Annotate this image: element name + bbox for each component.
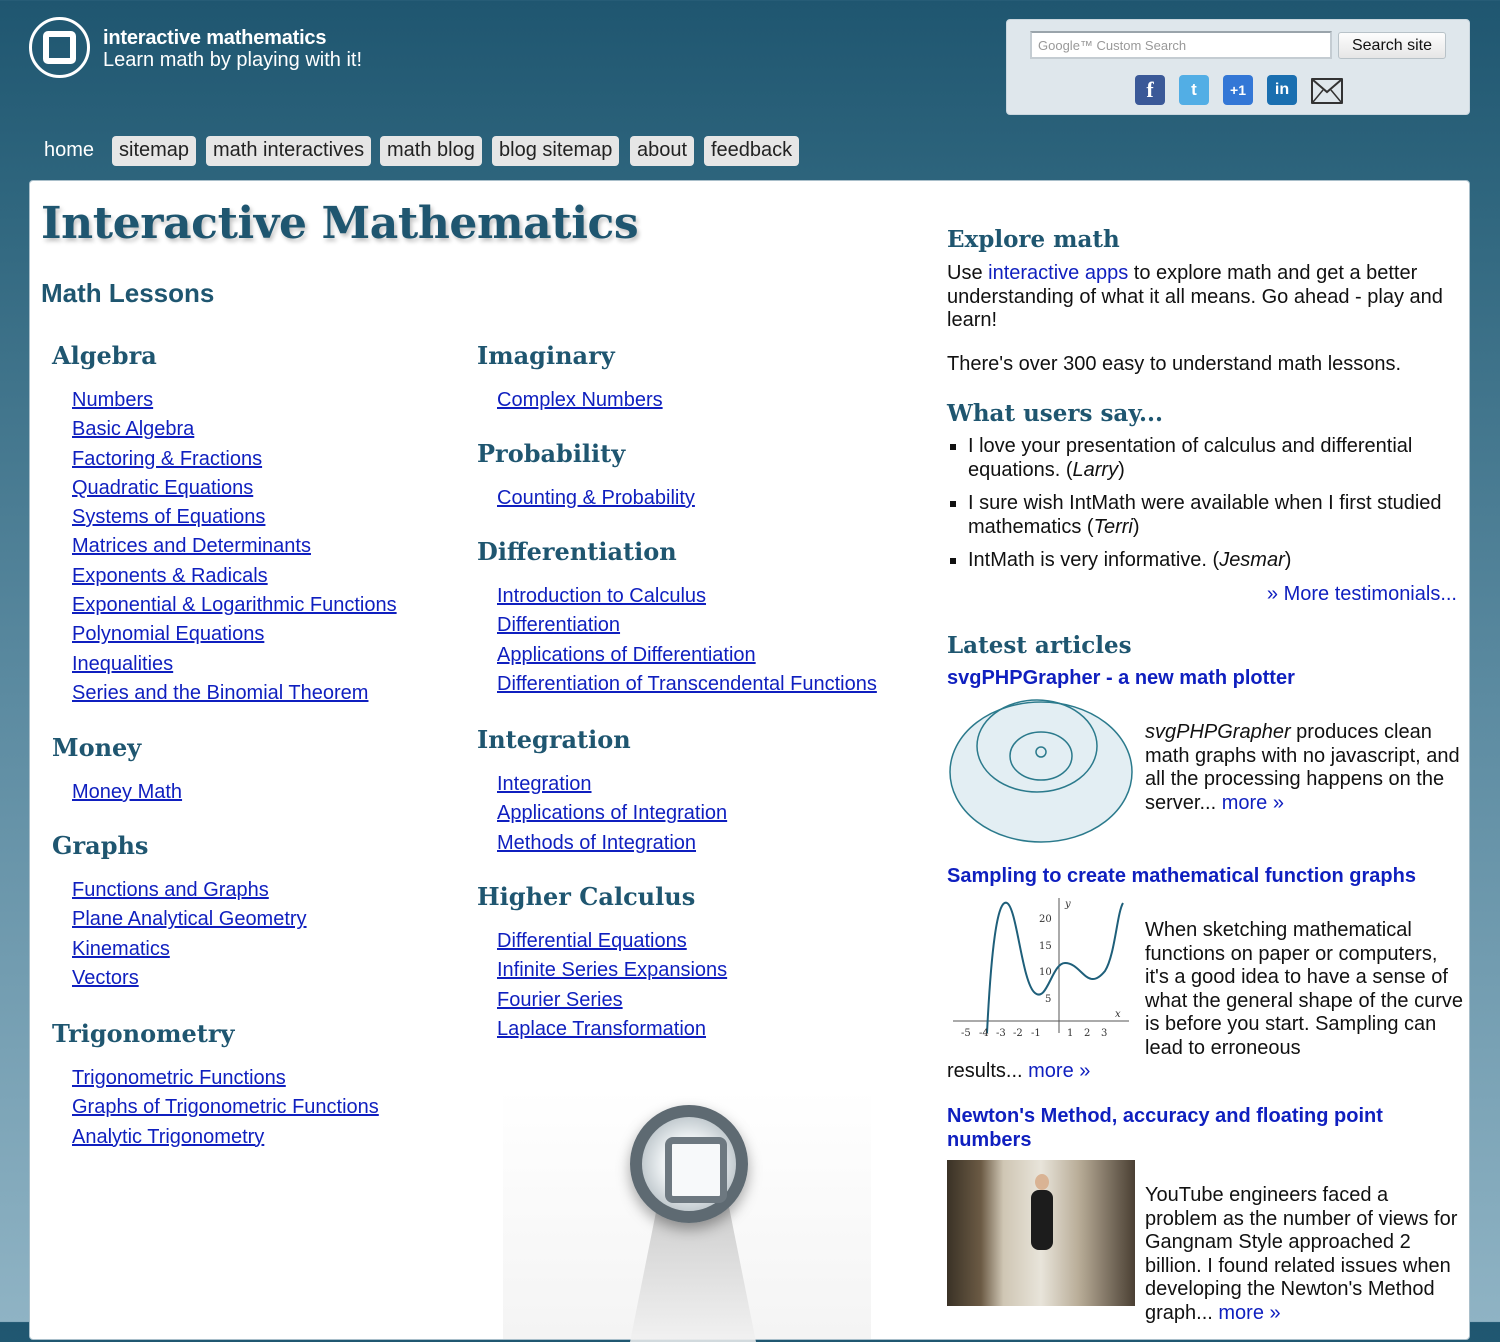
site-logo[interactable] [29, 17, 90, 78]
lessons-column-2-integration [477, 725, 727, 861]
link-infinite-series[interactable]: Infinite Series Expansions [497, 959, 728, 982]
lessons-column-2-imaginary [477, 341, 663, 418]
category-imaginary: Imaginary [477, 341, 615, 370]
x-axis-label: x [1115, 1009, 1121, 1020]
link-methods-integration[interactable]: Methods of Integration [497, 831, 697, 854]
category-higher-calculus: Higher Calculus [477, 882, 696, 911]
link-quadratic-equations[interactable]: Quadratic Equations [72, 476, 254, 499]
content-panel [29, 180, 1470, 1340]
math-lessons-heading: Math Lessons [41, 278, 215, 308]
category-differentiation: Differentiation [477, 537, 677, 566]
lessons-column-1 [52, 341, 397, 711]
link-exponents-radicals[interactable]: Exponents & Radicals [72, 564, 268, 587]
googleplus-icon[interactable]: +1 [1223, 75, 1253, 105]
link-plane-analytical-geometry[interactable]: Plane Analytical Geometry [72, 908, 307, 931]
category-integration: Integration [477, 725, 631, 754]
link-money-math[interactable]: Money Math [72, 781, 183, 803]
link-counting-probability[interactable]: Counting & Probability [497, 487, 695, 509]
intmath-3d-logo-image [503, 1089, 871, 1339]
article-text-sampling-tail: results... more » [947, 1060, 1091, 1082]
link-trig-functions[interactable]: Trigonometric Functions [72, 1067, 286, 1089]
email-icon[interactable] [1311, 78, 1343, 104]
y-tick: 5 [1045, 994, 1052, 1005]
article-more-link[interactable]: more » [1028, 1060, 1091, 1082]
differentiation-links [497, 585, 877, 702]
link-factoring-fractions[interactable]: Factoring & Fractions [72, 447, 263, 470]
lessons-count-text: There's over 300 easy to understand math lessons. [947, 353, 1402, 375]
link-applications-differentiation[interactable]: Applications of Differentiation [497, 643, 756, 666]
lessons-column-1-graphs [52, 831, 307, 996]
link-numbers[interactable]: Numbers [72, 389, 154, 411]
link-vectors[interactable]: Vectors [72, 966, 139, 989]
link-differential-equations[interactable]: Differential Equations [497, 930, 687, 952]
nav-math-blog[interactable]: math blog [380, 136, 482, 166]
testimonial-item: ▪ I sure wish IntMath were available when I first studied mathematics (Terri) [968, 492, 1447, 539]
explore-text [947, 262, 1457, 333]
higher-calculus-links [497, 930, 727, 1047]
nav-math-interactives[interactable]: math interactives [206, 136, 371, 166]
article-text-svgphpgrapher: svgPHPGrapher produces clean math graphs with no javascript, and all the processing happens on the server... more » [1145, 721, 1460, 814]
link-complex-numbers[interactable]: Complex Numbers [497, 389, 663, 411]
link-polynomial-equations[interactable]: Polynomial Equations [72, 623, 265, 646]
article-title-svgphpgrapher[interactable]: svgPHPGrapher - a new math plotter [947, 667, 1295, 689]
explore-text-start: Use [947, 262, 989, 284]
logo-ring [630, 1105, 748, 1223]
y-tick: 15 [1039, 941, 1052, 952]
testimonials-list [947, 435, 1447, 583]
link-integration[interactable]: Integration [497, 773, 592, 795]
nav-sitemap[interactable]: sitemap [112, 136, 196, 166]
article-text-newtons-method: YouTube engineers faced a problem as the number of views for Gangnam Style approached 2 billion. I found related issues when developing the Newton's Method graph... more » [1145, 1184, 1458, 1324]
testimonial-item: ▪ I love your presentation of calculus and differential equations. (Larry) [968, 435, 1447, 482]
link-basic-algebra[interactable]: Basic Algebra [72, 418, 195, 441]
site-tagline: Learn math by playing with it! [103, 49, 363, 71]
category-algebra: Algebra [52, 341, 157, 370]
lessons-column-2-differentiation [477, 537, 877, 702]
svgphpgrapher-thumbnail[interactable] [947, 696, 1135, 844]
sampling-graph-thumbnail[interactable] [947, 893, 1135, 1043]
x-tick: 3 [1101, 1028, 1108, 1039]
users-say-heading: What users say... [947, 400, 1164, 427]
link-kinematics[interactable]: Kinematics [72, 937, 170, 960]
y-tick: 10 [1039, 967, 1052, 978]
y-axis-label: y [1065, 899, 1071, 910]
link-differentiation[interactable]: Differentiation [497, 614, 621, 637]
lessons-column-2-higher-calculus [477, 882, 727, 1047]
x-tick: -1 [1031, 1028, 1041, 1039]
article-text-sampling: When sketching mathematical functions on paper or computers, it's a good idea to have a sense of what the general shape of the curve is before you start. Sampling can lead to erroneous [1145, 919, 1463, 1059]
gangnam-style-thumbnail[interactable] [947, 1160, 1135, 1306]
link-intro-calculus[interactable]: Introduction to Calculus [497, 585, 707, 607]
category-money: Money [52, 733, 142, 762]
search-input[interactable] [1030, 31, 1332, 59]
link-systems-of-equations[interactable]: Systems of Equations [72, 506, 266, 529]
link-matrices-determinants[interactable]: Matrices and Determinants [72, 535, 311, 558]
probability-links [497, 487, 695, 516]
facebook-icon[interactable]: f [1135, 75, 1165, 105]
more-testimonials-link[interactable]: » More testimonials... [1266, 583, 1457, 605]
article-more-link[interactable]: more » [1218, 1301, 1281, 1324]
money-links [72, 781, 182, 810]
category-trigonometry: Trigonometry [52, 1019, 235, 1048]
link-inequalities[interactable]: Inequalities [72, 652, 174, 675]
article-title-newtons-method[interactable]: Newton's Method, accuracy and floating point numbers [947, 1105, 1383, 1151]
dancer-head [1035, 1174, 1049, 1190]
nav-about[interactable]: about [630, 136, 694, 166]
x-tick: -4 [979, 1028, 989, 1039]
lessons-column-1-money [52, 733, 182, 810]
page-title: Interactive Mathematics [41, 198, 639, 249]
category-graphs: Graphs [52, 831, 149, 860]
site-title[interactable]: interactive mathematics [103, 27, 327, 49]
explore-heading: Explore math [947, 226, 1120, 253]
latest-articles-heading: Latest articles [947, 632, 1132, 659]
nav-home[interactable]: home [44, 139, 95, 161]
linkedin-icon[interactable]: in [1267, 75, 1297, 105]
link-fourier-series[interactable]: Fourier Series [497, 988, 623, 1011]
link-exponential-logarithmic[interactable]: Exponential & Logarithmic Functions [72, 594, 397, 617]
search-button[interactable]: Search site [1338, 32, 1446, 59]
link-laplace-transformation[interactable]: Laplace Transformation [497, 1017, 707, 1040]
lessons-column-2-probability [477, 439, 695, 516]
graphs-links [72, 879, 307, 996]
lessons-column-1-trig [52, 1019, 379, 1155]
nav-feedback[interactable]: feedback [704, 136, 799, 166]
search-box [1006, 19, 1470, 115]
article-title-sampling[interactable]: Sampling to create mathematical function graphs [947, 865, 1416, 887]
link-graphs-trig-functions[interactable]: Graphs of Trigonometric Functions [72, 1096, 379, 1119]
x-tick: -3 [996, 1028, 1006, 1039]
link-analytic-trigonometry[interactable]: Analytic Trigonometry [72, 1125, 265, 1148]
x-tick: 2 [1084, 1028, 1091, 1039]
twitter-icon[interactable]: t [1179, 75, 1209, 105]
x-tick: -2 [1013, 1028, 1023, 1039]
link-applications-integration[interactable]: Applications of Integration [497, 802, 728, 825]
x-tick: -5 [961, 1028, 971, 1039]
algebra-links [72, 389, 397, 711]
link-series-binomial[interactable]: Series and the Binomial Theorem [72, 681, 369, 704]
link-differentiation-transcendental[interactable]: Differentiation of Transcendental Functions [497, 672, 877, 695]
testimonial-item: ▪ IntMath is very informative. (Jesmar) [968, 549, 1447, 573]
category-probability: Probability [477, 439, 626, 468]
explore-text-end: to explore math and get a better understanding of what it all means. Go ahead - play and learn! [947, 262, 1443, 331]
interactive-apps-link[interactable]: interactive apps [988, 262, 1129, 284]
trigonometry-links [72, 1067, 379, 1155]
integration-links [497, 773, 727, 861]
dancer-figure [1031, 1190, 1053, 1250]
x-tick: 1 [1067, 1028, 1074, 1039]
article-more-link[interactable]: more » [1221, 791, 1284, 814]
nav-blog-sitemap[interactable]: blog sitemap [492, 136, 619, 166]
link-functions-graphs[interactable]: Functions and Graphs [72, 879, 269, 901]
imaginary-links [497, 389, 663, 418]
y-tick: 20 [1039, 914, 1052, 925]
